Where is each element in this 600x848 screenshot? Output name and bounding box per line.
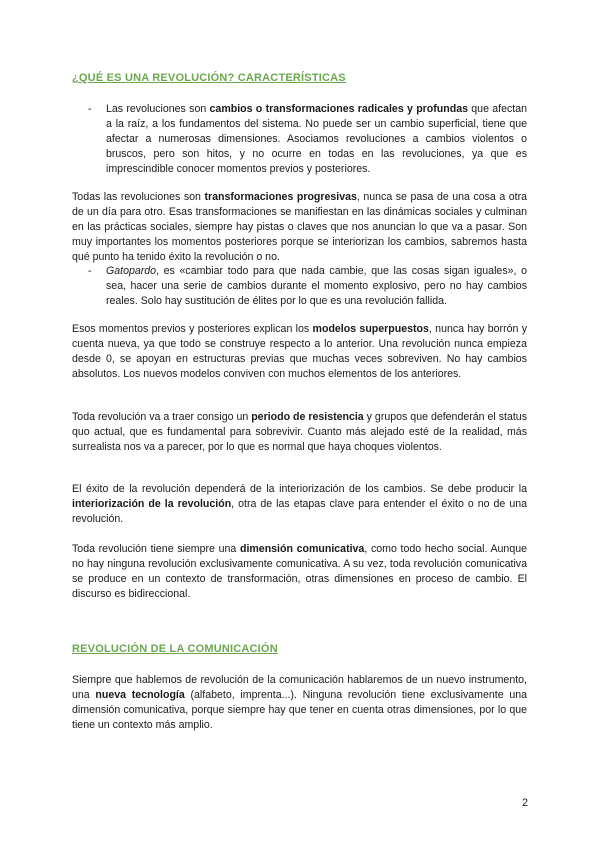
- bullet-marker: -: [88, 265, 92, 277]
- bullet-revolution-definition: [88, 102, 527, 177]
- bullet-text: Las revoluciones son cambios o transformaciones radicales y profundas que afectan a la raíz, a los fundamentos del sistema. No puede ser un cambio superficial, tiene que afectar a numerosas dimensiones. Asociamos revoluciones a cambios violentos o bruscos, pero son hitos, y no ocurre en todas en las revoluciones, ya que es imprescindible conocer momentos previos y posteriores.: [106, 103, 528, 175]
- bullet-text: Gatopardo, es «cambiar todo para que nada cambie, que las cosas sigan iguales», o sea, hacer una serie de cambios durante el momento explosivo, pero no hay cambios reales. Solo hay sustitución de élites por lo que es una revolución fallida.: [106, 265, 527, 307]
- bullet-marker: -: [88, 103, 92, 115]
- bullet-gatopardo: [88, 264, 527, 309]
- paragraph-interiorization: El éxito de la revolución dependerá de la interiorización de los cambios. Se debe producir la interiorización de la revolución, otra de las etapas clave para entender el éxito o no de una revolución.: [72, 483, 528, 525]
- paragraph-progressive-transformations: Todas las revoluciones son transformaciones progresivas, nunca se pasa de una cosa a otra de un día para otro. Esas transformaciones se manifiestan en las dinámicas sociales y culminan en las prácticas sociales, siempre hay pistas o claves que nos anuncian lo que va a pasar. Son muy importantes los momentos posteriores porque se interiorizan los cambios, sabremos hasta qué punto ha tenido éxito la revolución o no.: [72, 191, 528, 263]
- section-heading-revolution: ¿QUÉ ES UNA REVOLUCIÓN? CARACTERÍSTICAS: [72, 72, 346, 84]
- paragraph-communicative-dimension: Toda revolución tiene siempre una dimensión comunicativa, como todo hecho social. Aunque no hay ninguna revolución exclusivamente comunicativa. A su vez, toda revolución comunicativa se produce en un contexto de transformación, otras dimensiones en proceso de cambio. El discurso es bidireccional.: [72, 543, 528, 600]
- paragraph-superposed-models: Esos momentos previos y posteriores explican los modelos superpuestos, nunca hay borrón y cuenta nueva, ya que todo se construye respecto a lo anterior. Una revolución nunca empieza desde 0, se apoyan en estructuras previas que muchas veces sobreviven. No hay cambios absolutos. Los nuevos modelos conviven con muchos elementos de los anteriores.: [72, 323, 528, 380]
- page-number: 2: [522, 797, 528, 809]
- paragraph-new-technology: Siempre que hablemos de revolución de la comunicación hablaremos de un nuevo instrumento, una nueva tecnología (alfabeto, imprenta...). Ninguna revolución tiene exclusivamente una dimensión comunicativa, porque siempre hay que tener en cuenta otras dimensiones, por lo que tiene un contexto más amplio.: [72, 674, 527, 731]
- section-heading-communication-revolution: REVOLUCIÓN DE LA COMUNICACIÓN: [72, 643, 278, 655]
- paragraph-resistance-period: Toda revolución va a traer consigo un periodo de resistencia y grupos que defenderán el status quo actual, que es fundamental para sobrevivir. Cuanto más alejado esté de la realidad, más surrealista nos va a parecer, por lo que es normal que haya choques violentos.: [72, 411, 527, 453]
